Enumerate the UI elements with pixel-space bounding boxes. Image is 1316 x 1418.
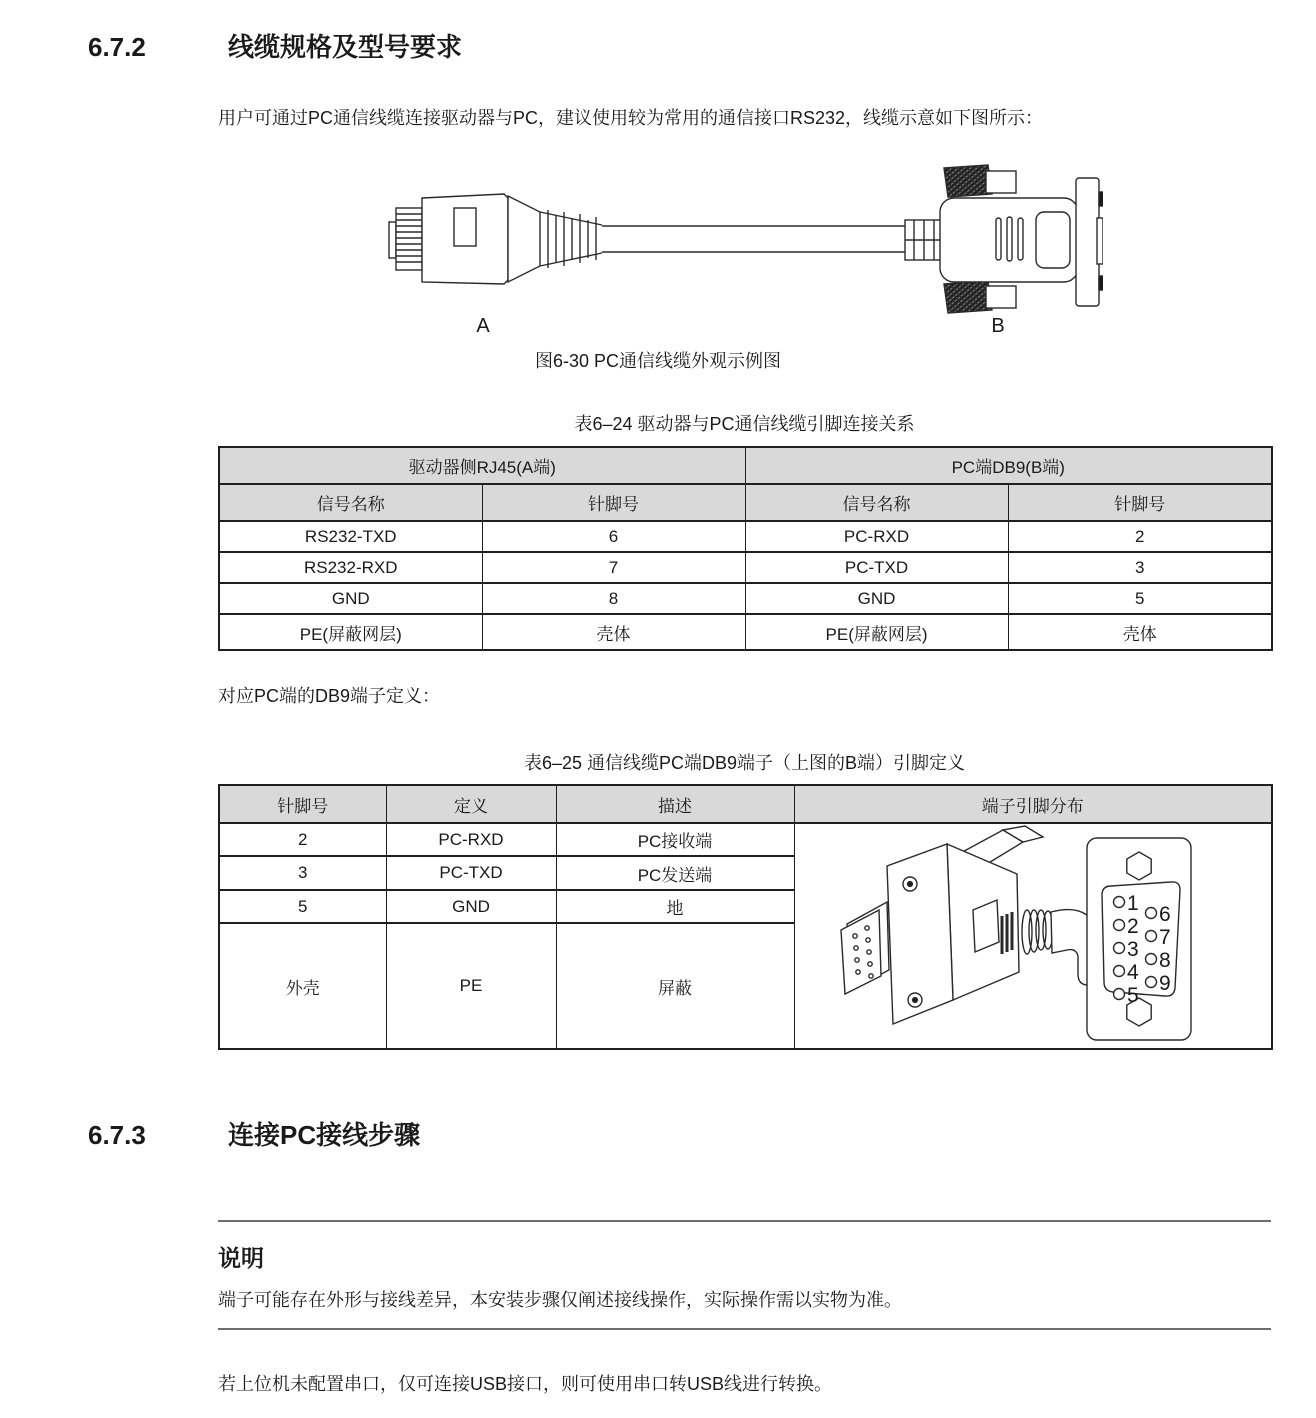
section-title: 连接PC接线步骤 (228, 1120, 421, 1150)
pin-number-label: 9 (1158, 972, 1171, 995)
table-cell: PC-RXD (745, 521, 1008, 552)
note-title: 说明 (218, 1245, 264, 1271)
table-cell: RS232-RXD (219, 552, 482, 583)
table-cell: PE(屏蔽网层) (745, 614, 1008, 650)
column-header: 定义 (386, 785, 556, 823)
table-6-24-caption: 表6–24 驱动器与PC通信线缆引脚连接关系 (574, 414, 915, 434)
table-cell: PE (386, 923, 556, 1049)
section-number: 6.7.3 (88, 1120, 146, 1150)
table-cell: PE(屏蔽网层) (219, 614, 482, 650)
pin-number-label: 8 (1158, 949, 1171, 972)
db9-connector-3d-view (841, 826, 1099, 1024)
pin-number-label: 1 (1126, 892, 1139, 915)
intro-paragraph: 用户可通过PC通信线缆连接驱动器与PC，建议使用较为常用的通信接口RS232，线缆示意如下图所示： (218, 108, 1044, 128)
table-cell: 地 (556, 890, 794, 923)
table-6-25 (218, 784, 1273, 1050)
table-cell: RS232-TXD (219, 521, 482, 552)
rj45-connector-drawing (389, 194, 602, 284)
db9-pin-face-view (1087, 838, 1191, 1040)
column-header: 端子引脚分布 (794, 785, 1272, 823)
table-row (219, 484, 1272, 521)
column-header: 针脚号 (1008, 484, 1272, 521)
column-header: 针脚号 (482, 484, 745, 521)
table-cell: 3 (219, 856, 386, 889)
pin-number-label: 4 (1126, 961, 1139, 984)
db9-pinout-drawing (795, 824, 1271, 1048)
cable-line (602, 226, 906, 252)
table-cell: 3 (1008, 552, 1272, 583)
table-cell: 5 (219, 890, 386, 923)
table-cell: PC-TXD (386, 856, 556, 889)
table-6-24 (218, 446, 1273, 651)
table-cell: 7 (482, 552, 745, 583)
table-row (219, 614, 1272, 650)
db9-intro-paragraph: 对应PC端的DB9端子定义： (218, 686, 441, 706)
table-cell: 壳体 (482, 614, 745, 650)
pin-number-label: 6 (1158, 903, 1171, 926)
table-cell: 2 (219, 823, 386, 856)
table-cell: 6 (482, 521, 745, 552)
table-row (219, 521, 1272, 552)
table-row (219, 583, 1272, 614)
note-bottom-rule (218, 1328, 1271, 1330)
cable-end-a-label: A (476, 315, 490, 337)
table-row (219, 823, 1272, 856)
column-header: 描述 (556, 785, 794, 823)
table-cell: 屏蔽 (556, 923, 794, 1049)
group-header-rj45: 驱动器侧RJ45(A端) (219, 447, 745, 484)
pin-number-label: 5 (1126, 984, 1139, 1007)
note-top-rule (218, 1220, 1271, 1222)
section-title: 线缆规格及型号要求 (228, 32, 463, 62)
section-heading-672 (88, 32, 462, 62)
pc-cable-drawing (388, 162, 1103, 340)
table-row (219, 552, 1272, 583)
column-header: 信号名称 (745, 484, 1008, 521)
table-cell: PC-RXD (386, 823, 556, 856)
table-cell: GND (219, 583, 482, 614)
closing-paragraph: 若上位机未配置串口，仅可连接USB接口，则可使用串口转USB线进行转换。 (218, 1374, 833, 1394)
table-row (219, 447, 1272, 484)
db9-connector-drawing (905, 165, 1103, 313)
pin-number-label: 2 (1126, 915, 1139, 938)
table-cell: GND (745, 583, 1008, 614)
pin-number-label: 7 (1158, 926, 1171, 949)
group-header-db9: PC端DB9(B端) (745, 447, 1272, 484)
table-cell: PC接收端 (556, 823, 794, 856)
column-header: 信号名称 (219, 484, 482, 521)
table-cell: GND (386, 890, 556, 923)
table-cell: 8 (482, 583, 745, 614)
table-cell: PC发送端 (556, 856, 794, 889)
pin-number-label: 3 (1126, 938, 1139, 961)
table-cell: 5 (1008, 583, 1272, 614)
table-cell: 外壳 (219, 923, 386, 1049)
pin-layout-cell (794, 823, 1272, 1049)
table-cell: 2 (1008, 521, 1272, 552)
cable-end-b-label: B (991, 315, 1005, 337)
table-6-25-caption: 表6–25 通信线缆PC端DB9端子（上图的B端）引脚定义 (523, 753, 966, 773)
note-body: 端子可能存在外形与接线差异，本安装步骤仅阐述接线操作，实际操作需以实物为准。 (218, 1290, 902, 1310)
table-cell: PC-TXD (745, 552, 1008, 583)
table-cell: 壳体 (1008, 614, 1272, 650)
figure-caption: 图6-30 PC通信线缆外观示例图 (534, 351, 782, 371)
column-header: 针脚号 (219, 785, 386, 823)
section-number: 6.7.2 (88, 32, 146, 62)
table-row (219, 785, 1272, 823)
section-heading-673 (88, 1120, 420, 1150)
